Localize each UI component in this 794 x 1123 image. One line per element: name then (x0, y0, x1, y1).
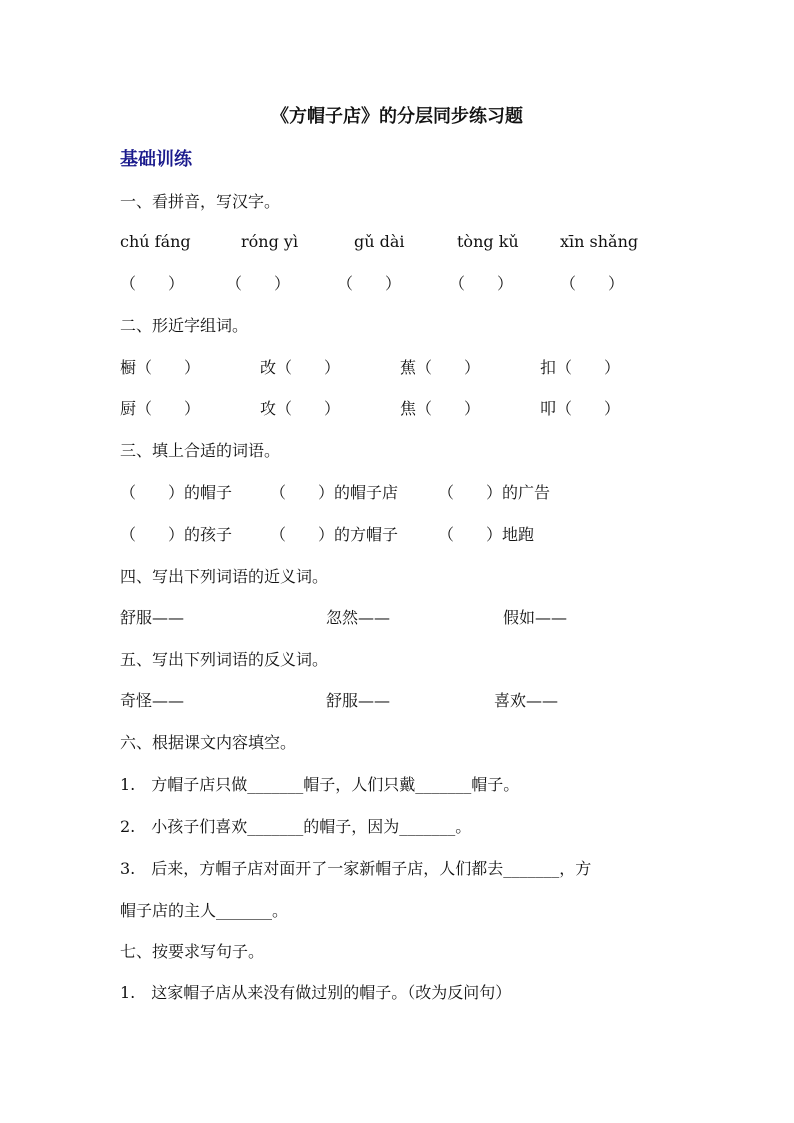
pinyin-item: róng yì (241, 232, 299, 251)
s2-heading: 二、形近字组词。 (120, 316, 249, 335)
fill-question-1: 1. 方帽子店只做_______帽子，人们只戴_______帽子。 (120, 775, 520, 794)
answer-blank[interactable]: （ ） (449, 274, 514, 293)
page-title: 《方帽子店》的分层同步练习题 (271, 106, 523, 127)
answer-blank[interactable]: （ ） (337, 274, 402, 293)
s6-heading: 六、根据课文内容填空。 (120, 733, 297, 752)
section-subtitle: 基础训练 (120, 149, 192, 170)
sentence-question-1: 1. 这家帽子店从来没有做过别的帽子。（改为反问句） (120, 983, 512, 1002)
word-item: 扣（ ） (540, 358, 621, 377)
s3-heading: 三、填上合适的词语。 (120, 441, 281, 460)
phrase-item: （ ）的广告 (438, 483, 551, 502)
word-item: 叩（ ） (540, 399, 621, 418)
fill-question-2: 2. 小孩子们喜欢_______的帽子，因为_______。 (120, 817, 472, 836)
synonym-item: 假如—— (503, 608, 568, 627)
antonym-item: 喜欢—— (494, 691, 559, 710)
word-item: 厨（ ） (120, 399, 201, 418)
phrase-item: （ ）的帽子店 (270, 483, 399, 502)
pinyin-item: xīn shǎng (560, 232, 639, 251)
phrase-item: （ ）的方帽子 (270, 525, 399, 544)
pinyin-item: gǔ dài (354, 232, 405, 251)
word-item: 橱（ ） (120, 358, 201, 377)
phrase-item: （ ）的帽子 (120, 483, 233, 502)
antonym-item: 奇怪—— (120, 691, 185, 710)
s1-heading: 一、看拼音，写汉字。 (120, 192, 281, 211)
synonym-item: 舒服—— (120, 608, 185, 627)
pinyin-item: chú fáng (120, 232, 191, 251)
answer-blank[interactable]: （ ） (120, 274, 185, 293)
fill-question-3-cont: 帽子店的主人_______。 (120, 901, 289, 920)
word-item: 焦（ ） (400, 399, 481, 418)
s5-heading: 五、写出下列词语的反义词。 (120, 650, 329, 669)
answer-blank[interactable]: （ ） (560, 274, 625, 293)
synonym-item: 忽然—— (326, 608, 391, 627)
answer-blank[interactable]: （ ） (226, 274, 291, 293)
fill-question-3: 3. 后来，方帽子店对面开了一家新帽子店，人们都去_______，方 (120, 859, 592, 878)
word-item: 攻（ ） (260, 399, 341, 418)
phrase-item: （ ）地跑 (438, 525, 535, 544)
s7-heading: 七、按要求写句子。 (120, 942, 265, 961)
s4-heading: 四、写出下列词语的近义词。 (120, 567, 329, 586)
word-item: 蕉（ ） (400, 358, 481, 377)
word-item: 改（ ） (260, 358, 341, 377)
phrase-item: （ ）的孩子 (120, 525, 233, 544)
antonym-item: 舒服—— (326, 691, 391, 710)
pinyin-item: tòng kǔ (457, 232, 519, 251)
